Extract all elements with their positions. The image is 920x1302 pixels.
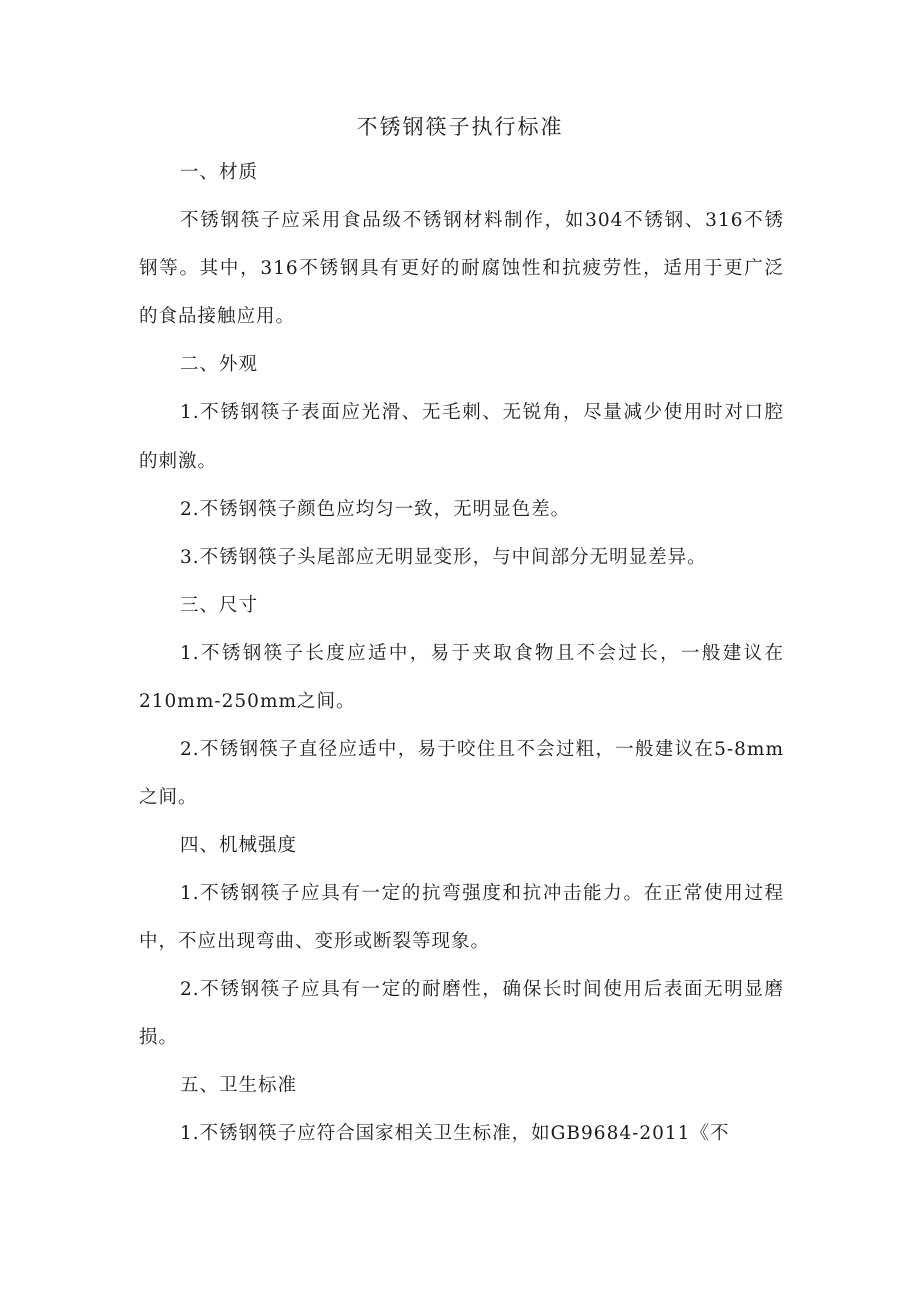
paragraph-line: 2.不锈钢筷子颜色应均匀一致，无明显色差。 [180,499,571,520]
section-heading-hygiene: 五、卫生标准 [180,1075,298,1096]
section-heading-mechanical-strength: 四、机械强度 [180,835,298,856]
paragraph-line: 1.不锈钢筷子长度应适中，易于夹取食物且不会过长，一般建议在 [180,643,784,664]
document-title: 不锈钢筷子执行标准 [356,115,564,139]
paragraph-line: 的食品接触应用。 [139,306,296,327]
paragraph-line: 钢等。其中，316不锈钢具有更好的耐腐蚀性和抗疲劳性，适用于更广泛 [139,258,784,279]
paragraph-line: 1.不锈钢筷子应具有一定的抗弯强度和抗冲击能力。在正常使用过程 [180,883,784,904]
paragraph-line: 中，不应出现弯曲、变形或断裂等现象。 [139,931,491,952]
paragraph-line: 不锈钢筷子应采用食品级不锈钢材料制作，如304不锈钢、316不锈 [180,210,784,231]
paragraph-line: 之间。 [139,787,198,808]
section-heading-appearance: 二、外观 [180,354,259,375]
paragraph-line: 1.不锈钢筷子表面应光滑、无毛刺、无锐角，尽量减少使用时对口腔 [180,402,784,423]
paragraph-line: 损。 [139,1027,179,1048]
paragraph-line: 210mm-250mm之间。 [139,691,356,712]
paragraph-line: 3.不锈钢筷子头尾部应无明显变形，与中间部分无明显差异。 [180,547,707,568]
section-heading-material: 一、材质 [180,162,259,183]
paragraph-line: 的刺激。 [139,451,218,472]
paragraph-line: 1.不锈钢筷子应符合国家相关卫生标准，如GB9684-2011《不 [180,1123,730,1144]
paragraph-line: 2.不锈钢筷子应具有一定的耐磨性，确保长时间使用后表面无明显磨 [180,979,784,1000]
paragraph-line: 2.不锈钢筷子直径应适中，易于咬住且不会过粗，一般建议在5-8mm [180,739,784,760]
section-heading-size: 三、尺寸 [180,595,259,616]
